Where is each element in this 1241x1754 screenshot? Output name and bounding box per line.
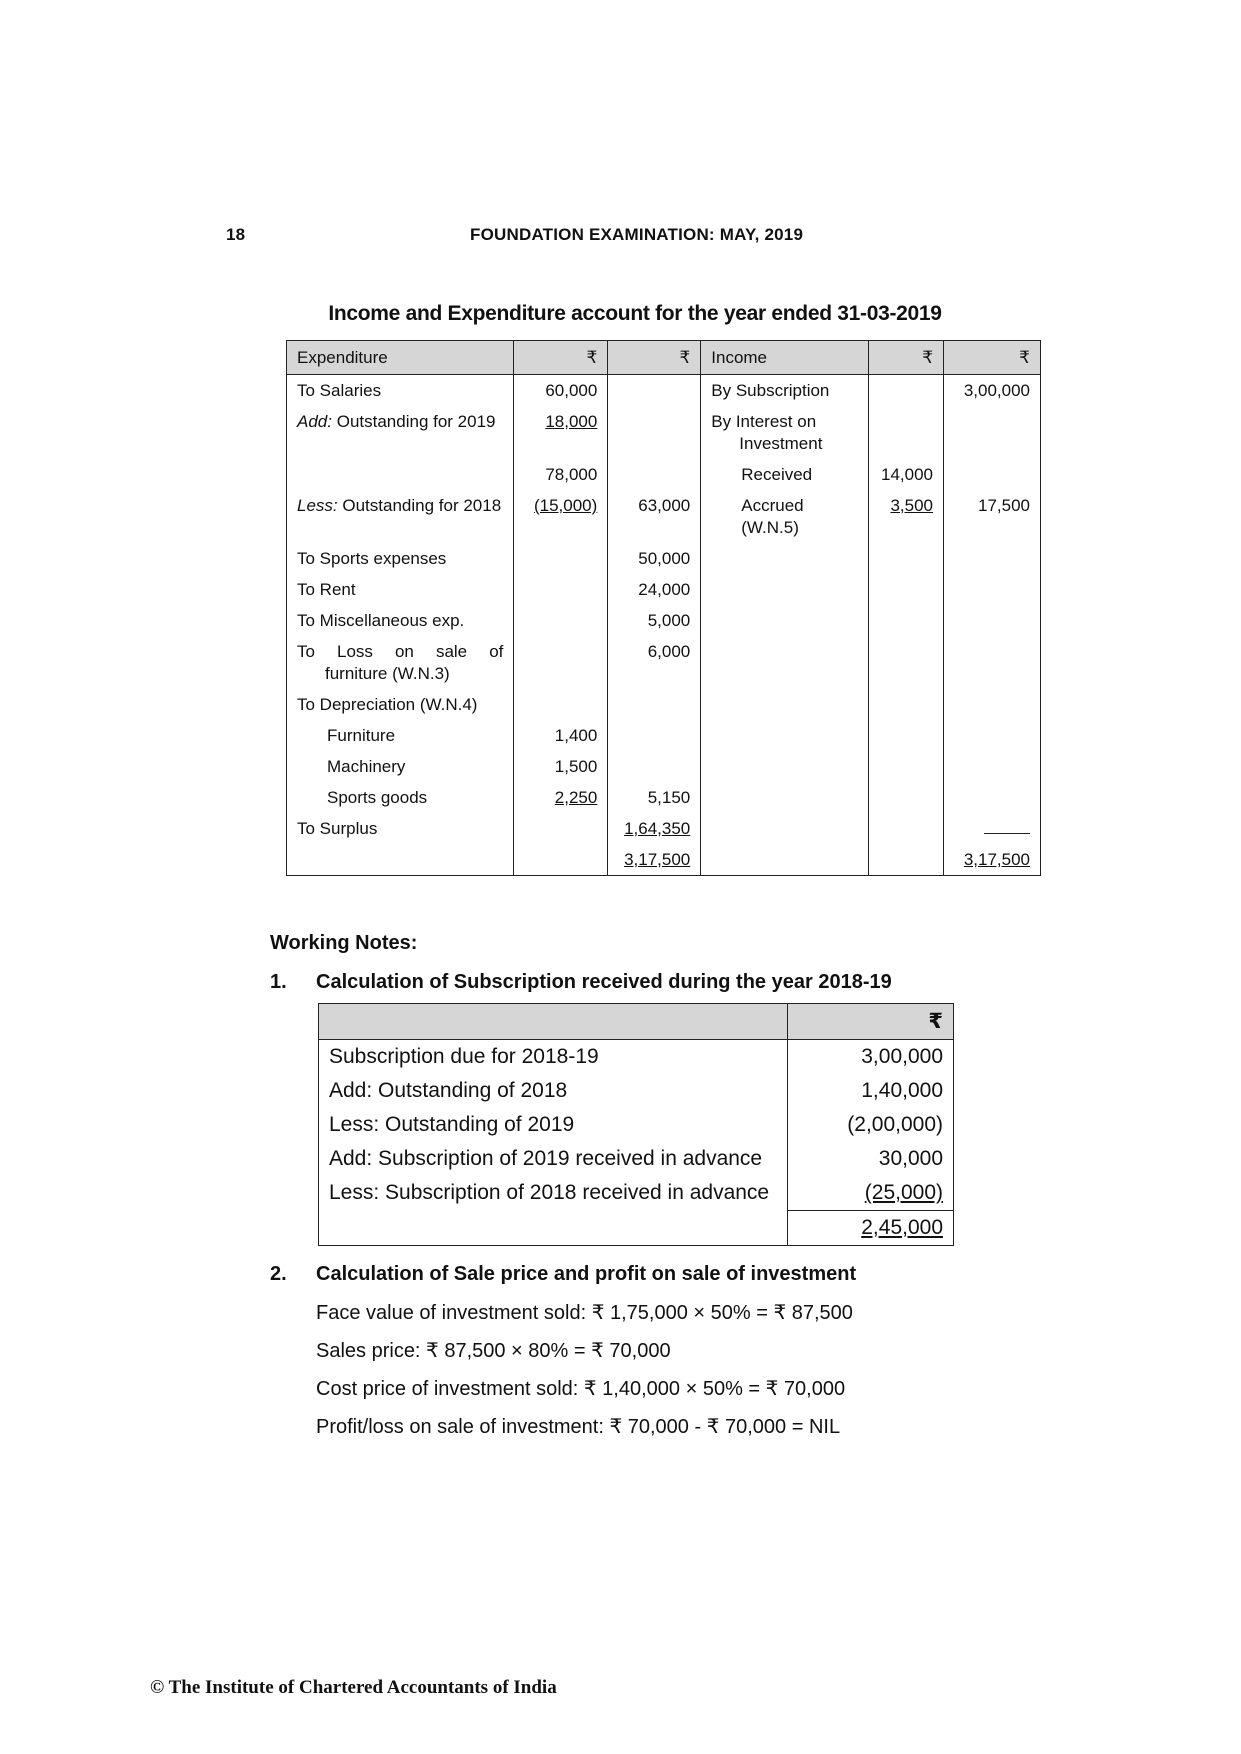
- page-number: 18: [226, 225, 246, 244]
- col-rupee: ₹: [788, 1004, 954, 1040]
- note1-title: Calculation of Subscription received during the year 2018-19: [316, 971, 892, 993]
- row-label: Less: Subscription of 2018 received in advance: [319, 1176, 788, 1211]
- table-row: [287, 605, 1041, 636]
- row-label: Less: Outstanding of 2019: [319, 1108, 788, 1142]
- note-number: 2.: [270, 1263, 287, 1285]
- table-row: [287, 459, 1041, 490]
- note-number: 1.: [270, 971, 287, 993]
- table-row: [287, 375, 1041, 407]
- working-notes-title: Working Notes:: [270, 932, 418, 954]
- row-label: Sports goods: [287, 782, 514, 813]
- table-row: [287, 751, 1041, 782]
- table-row: [287, 406, 1041, 459]
- row-label: Furniture: [287, 720, 514, 751]
- cell-value: 5,150: [608, 782, 701, 813]
- row-label: To Surplus: [287, 813, 514, 844]
- col-income: Income: [701, 341, 869, 375]
- cell-value: 1,400: [514, 720, 608, 751]
- blank-rule: [984, 833, 1030, 834]
- total-right: 3,17,500: [963, 850, 1030, 869]
- row-label: Less: Outstanding for 2018: [287, 490, 514, 543]
- table-header-row: [319, 1004, 954, 1040]
- cell-value: 2,250: [554, 788, 598, 807]
- calc-line: Sales price: ₹ 87,500 × 80% = ₹ 70,000: [316, 1340, 671, 1362]
- total-left: 3,17,500: [624, 850, 691, 869]
- table-row: [287, 782, 1041, 813]
- row-label: Received: [701, 459, 869, 490]
- row-label: To Salaries: [287, 375, 514, 407]
- table-row: [287, 543, 1041, 574]
- cell-value: 6,000: [608, 636, 701, 689]
- total-value: 2,45,000: [861, 1216, 943, 1239]
- row-label: To Rent: [287, 574, 514, 605]
- cell-value: 3,00,000: [788, 1040, 954, 1075]
- row-label: Accrued (W.N.5): [701, 490, 869, 543]
- cell-value: 3,00,000: [944, 375, 1041, 407]
- copyright-footer: © The Institute of Chartered Accountants of India: [150, 1677, 557, 1698]
- table-row: [319, 1040, 954, 1075]
- row-label: To Miscellaneous exp.: [287, 605, 514, 636]
- row-label: Add: Outstanding of 2018: [319, 1074, 788, 1108]
- table-row: [319, 1074, 954, 1108]
- col-rupee: ₹: [869, 341, 944, 375]
- cell-value: 1,500: [514, 751, 608, 782]
- income-expenditure-table: [286, 340, 1041, 876]
- total-row: [287, 844, 1041, 876]
- row-label: To Loss on sale of furniture (W.N.3): [287, 636, 514, 689]
- cell-value: (15,000): [533, 496, 598, 515]
- cell-value: 14,000: [869, 459, 944, 490]
- col-rupee: ₹: [608, 341, 701, 375]
- row-label: By Interest on Investment: [701, 406, 869, 459]
- calc-line: Face value of investment sold: ₹ 1,75,000 × 50% = ₹ 87,500: [316, 1302, 853, 1324]
- cell-value: 63,000: [608, 490, 701, 543]
- cell-value: 24,000: [608, 574, 701, 605]
- cell-value: (2,00,000): [788, 1108, 954, 1142]
- ie-account-title: Income and Expenditure account for the year ended 31-03-2019: [328, 302, 942, 325]
- cell-value: 3,500: [890, 496, 934, 515]
- table-row: [287, 574, 1041, 605]
- note2-title: Calculation of Sale price and profit on sale of investment: [316, 1263, 857, 1285]
- table-row: [319, 1176, 954, 1211]
- subscription-table: [318, 1003, 954, 1246]
- table-row: [287, 636, 1041, 689]
- cell-value: 18,000: [545, 412, 598, 431]
- calc-line: Profit/loss on sale of investment: ₹ 70,000 - ₹ 70,000 = NIL: [316, 1416, 841, 1438]
- cell-value: 1,40,000: [788, 1074, 954, 1108]
- calc-line: Cost price of investment sold: ₹ 1,40,000 × 50% = ₹ 70,000: [316, 1378, 846, 1400]
- table-row: [319, 1108, 954, 1142]
- table-row: [287, 689, 1041, 720]
- table-header-row: [287, 341, 1041, 375]
- row-label: Subscription due for 2018-19: [319, 1040, 788, 1075]
- table-row: [287, 813, 1041, 844]
- row-label: Machinery: [287, 751, 514, 782]
- cell-value: 1,64,350: [624, 819, 691, 838]
- col-expenditure: Expenditure: [287, 341, 514, 375]
- table-row: [287, 490, 1041, 543]
- cell-value: (25,000): [864, 1181, 943, 1204]
- running-header: FOUNDATION EXAMINATION: MAY, 2019: [470, 225, 804, 244]
- table-row: [319, 1142, 954, 1176]
- cell-value: 60,000: [514, 375, 608, 407]
- cell-value: 78,000: [514, 459, 608, 490]
- col-rupee: ₹: [514, 341, 608, 375]
- table-row: [287, 720, 1041, 751]
- row-label: Add: Subscription of 2019 received in advance: [319, 1142, 788, 1176]
- row-label: To Sports expenses: [287, 543, 514, 574]
- row-label: Add: Outstanding for 2019: [287, 406, 514, 459]
- row-label: By Subscription: [701, 375, 869, 407]
- total-row: [319, 1211, 954, 1246]
- cell-value: 17,500: [944, 490, 1041, 543]
- col-rupee: ₹: [944, 341, 1041, 375]
- row-label: To Depreciation (W.N.4): [287, 689, 514, 720]
- cell-value: 50,000: [608, 543, 701, 574]
- cell-value: 30,000: [788, 1142, 954, 1176]
- cell-value: 5,000: [608, 605, 701, 636]
